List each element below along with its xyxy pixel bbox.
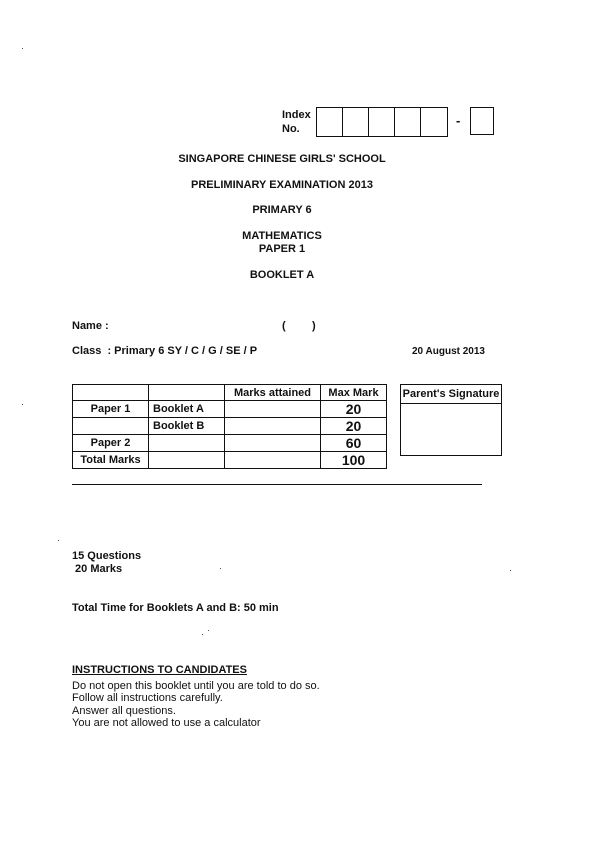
header-cell — [73, 385, 149, 401]
index-digit-box[interactable] — [317, 108, 343, 136]
index-dash: - — [456, 113, 461, 128]
exam-date: 20 August 2013 — [412, 346, 485, 357]
row-sublabel — [149, 452, 225, 469]
instructions-title: INSTRUCTIONS TO CANDIDATES — [72, 664, 247, 676]
header-cell — [149, 385, 225, 401]
name-label: Name : — [72, 320, 109, 332]
scan-speck — [220, 568, 221, 569]
table-row — [73, 452, 387, 469]
max-mark-cell: 20 — [321, 418, 387, 435]
index-digit-box[interactable] — [343, 108, 369, 136]
index-digit-box[interactable] — [395, 108, 421, 136]
scan-speck — [58, 540, 59, 541]
class-label: Class : Primary 6 SY / C / G / SE / P — [72, 345, 258, 357]
booklet-title: BOOKLET A — [249, 269, 315, 281]
parent-signature-box[interactable] — [400, 384, 502, 456]
table-row — [73, 418, 387, 435]
parent-signature-title: Parent's Signature — [401, 385, 501, 404]
marks-attained-cell[interactable] — [225, 401, 321, 418]
header-max-mark: Max Mark — [321, 385, 387, 401]
marks-table — [72, 384, 387, 469]
max-mark-cell: 100 — [321, 452, 387, 469]
scan-speck — [22, 404, 23, 405]
index-no-label: Index No. — [282, 109, 311, 135]
row-label — [73, 418, 149, 435]
paren-open: ( — [282, 320, 286, 332]
max-mark-cell: 60 — [321, 435, 387, 452]
scan-speck — [22, 48, 23, 49]
row-label: Paper 2 — [73, 435, 149, 452]
mark-count: 20 Marks — [72, 563, 123, 575]
divider — [72, 484, 482, 485]
paren-close: ) — [312, 320, 316, 332]
row-label: Paper 1 — [73, 401, 149, 418]
row-label: Total Marks — [73, 452, 149, 469]
header-marks-attained: Marks attained — [225, 385, 321, 401]
marks-attained-cell[interactable] — [225, 452, 321, 469]
row-sublabel: Booklet A — [149, 401, 225, 418]
table-row — [73, 401, 387, 418]
scan-speck — [510, 570, 511, 571]
exam-title: PRELIMINARY EXAMINATION 2013 — [191, 179, 373, 191]
school-name: SINGAPORE CHINESE GIRLS' SCHOOL — [178, 153, 386, 165]
scan-speck — [202, 634, 203, 635]
marks-attained-cell[interactable] — [225, 418, 321, 435]
paper-title: PAPER 1 — [258, 243, 306, 255]
table-header-row — [73, 385, 387, 401]
subject-title: MATHEMATICS — [242, 230, 322, 242]
instruction-line: Follow all instructions carefully. — [72, 692, 223, 704]
row-sublabel: Booklet B — [149, 418, 225, 435]
scan-speck — [208, 630, 209, 631]
index-suffix-box[interactable] — [470, 107, 494, 135]
index-digit-box[interactable] — [421, 108, 447, 136]
instruction-line: Do not open this booklet until you are told to do so. — [72, 680, 320, 692]
marks-attained-cell[interactable] — [225, 435, 321, 452]
instruction-line: You are not allowed to use a calculator — [72, 717, 261, 729]
index-digit-box[interactable] — [369, 108, 395, 136]
instruction-line: Answer all questions. — [72, 705, 176, 717]
index-no-boxes[interactable] — [316, 107, 448, 137]
row-sublabel — [149, 435, 225, 452]
total-time: Total Time for Booklets A and B: 50 min — [72, 602, 279, 614]
question-count: 15 Questions — [72, 550, 142, 562]
max-mark-cell: 20 — [321, 401, 387, 418]
level-title: PRIMARY 6 — [252, 204, 312, 216]
table-row — [73, 435, 387, 452]
